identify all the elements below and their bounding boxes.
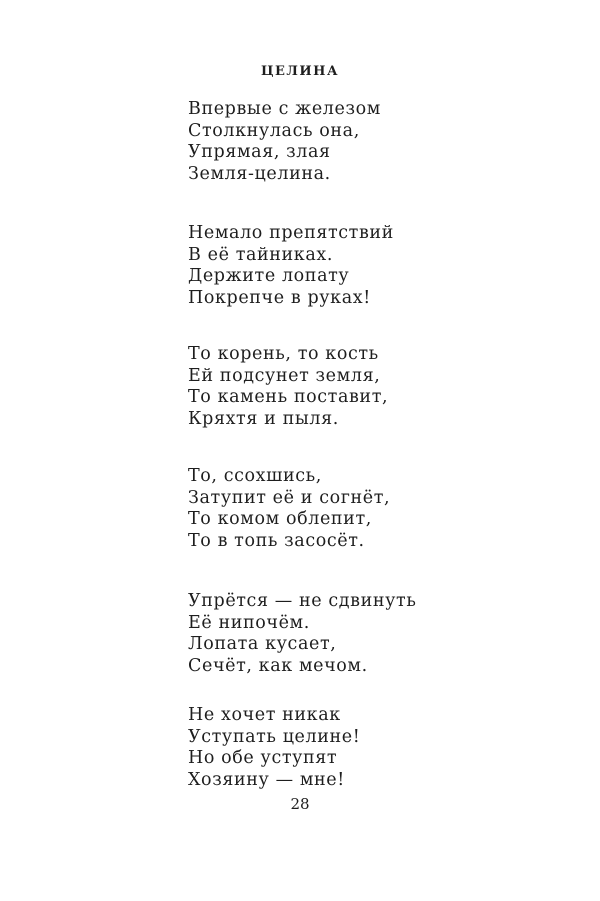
poem-line: Кряхтя и пыля. bbox=[188, 408, 339, 429]
poem-line: То комом облепит, bbox=[188, 509, 372, 529]
poem-line: Но обе уступят bbox=[188, 748, 338, 768]
poem-title: ЦЕЛИНА bbox=[260, 64, 340, 79]
stanza-2 bbox=[188, 223, 394, 309]
stanza-6 bbox=[188, 705, 360, 791]
poem-line: Земля-целина. bbox=[188, 163, 331, 184]
poem-line: Уступать целине! bbox=[188, 726, 361, 747]
poem-line: Хозяину — мне! bbox=[188, 769, 345, 790]
poem-line: Покрепче в руках! bbox=[188, 287, 371, 308]
poem-line: Её нипочём. bbox=[188, 612, 310, 633]
poem-line: То в топь засосёт. bbox=[188, 530, 365, 551]
stanza-3 bbox=[188, 344, 388, 430]
poem-line: Лопата кусает, bbox=[188, 634, 337, 654]
poem-line: Столкнулась она, bbox=[188, 120, 360, 141]
stanza-4 bbox=[188, 466, 390, 552]
poem-line: Сечёт, как мечом. bbox=[188, 655, 368, 676]
poem-line: Не хочет никак bbox=[188, 705, 341, 725]
stanza-5 bbox=[188, 591, 416, 677]
poem-line: Держите лопату bbox=[188, 266, 350, 286]
poem-line: То камень поставит, bbox=[188, 387, 389, 407]
poem-line: Упрямая, злая bbox=[188, 142, 331, 162]
page-number: 28 bbox=[290, 795, 310, 813]
poem-line: Ей подсунет земля, bbox=[188, 365, 381, 386]
poem-line: Впервые с железом bbox=[188, 99, 381, 119]
poem-line: Немало препятствий bbox=[188, 223, 394, 243]
poem-line: Упрётся — не сдвинуть bbox=[188, 591, 417, 611]
stanza-1 bbox=[188, 99, 381, 185]
poem-line: Затупит её и согнёт, bbox=[188, 487, 391, 508]
poem-line: То, ссохшись, bbox=[188, 466, 322, 486]
poem-line: То корень, то кость bbox=[188, 344, 379, 364]
poem-line: В её тайниках. bbox=[188, 244, 334, 265]
